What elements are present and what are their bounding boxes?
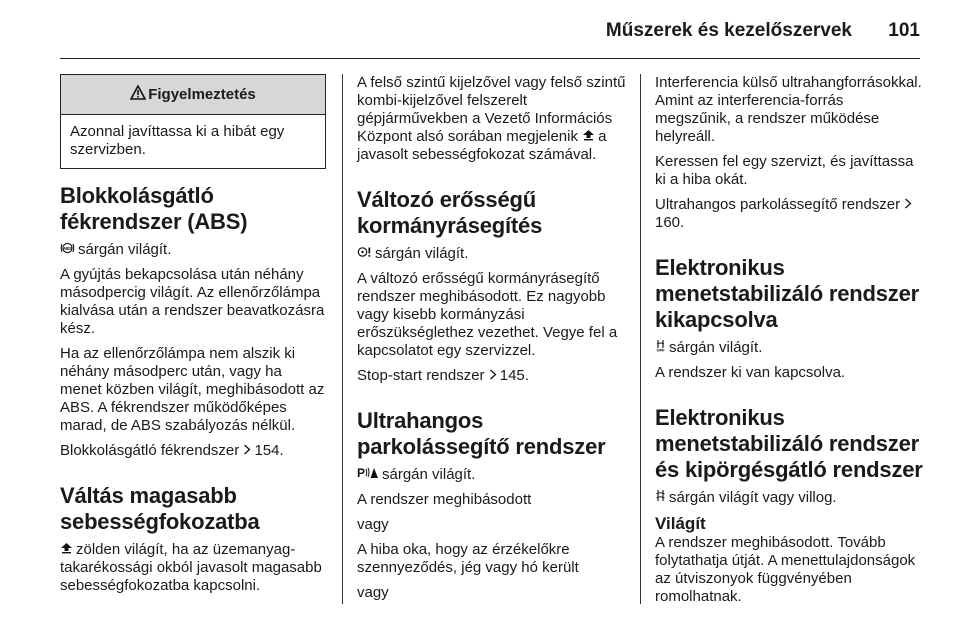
warning-header — [61, 75, 325, 115]
steering-paragraph: A változó erősségű kormányrásegítő rendszer meghibásodott. Ez nagyobb vagy kisebb kormányzási erőszükséglethez vezethet. Vegye fel a kapcsolatot egy szervizzel. — [357, 270, 618, 359]
parking-line: A hiba oka, hogy az érzékelőkre szennyeződés, jég vagy hó került — [357, 541, 579, 576]
parking-line: vagy — [357, 516, 389, 533]
steering-assist-icon — [357, 245, 372, 263]
esc-tc-heading: Elektronikus menetstabilizáló rendszer és kipörgésgátló rendszer — [655, 405, 923, 482]
abs-icon — [60, 241, 75, 259]
steering-reference-page: 145. — [499, 367, 529, 384]
warning-box — [60, 74, 326, 169]
parking-paragraph: Keressen fel egy szervizt, és javíttassa ki a hiba okát. — [655, 153, 914, 188]
page-reference-arrow-icon — [243, 442, 251, 460]
steering-heading: Változó erősségű kormányrásegítés — [357, 187, 543, 238]
parking-assist-icon — [357, 466, 379, 484]
abs-paragraph: A gyújtás bekapcsolása után néhány másodpercig világít. Az ellenőrzőlámpa kialvása után a rendszer beavatkozásra kész. — [60, 266, 325, 337]
upshift-arrow-icon — [60, 541, 73, 559]
page-title: Műszerek és kezelőszervek — [605, 20, 852, 41]
warning-text: Azonnal javíttassa ki a hibát egy szervizben. — [70, 123, 285, 158]
column-2 — [357, 74, 627, 609]
esc-tc-subheading: Világít — [655, 514, 706, 533]
column-divider — [640, 74, 641, 604]
esc-off-heading: Elektronikus menetstabilizáló rendszer kikapcsolva — [655, 255, 919, 332]
esc-off-paragraph: A rendszer ki van kapcsolva. — [655, 364, 846, 381]
svg-text:OFF: OFF — [656, 347, 665, 352]
shift-paragraph: a javasolt sebességfokozat számával. — [357, 128, 607, 163]
column-divider — [342, 74, 343, 604]
shift-indicator-text: zölden világít, ha az üzemanyag-takarékossági okból javasolt magasabb sebességfokozatba kapcsolni. — [60, 541, 322, 594]
header-rule — [60, 58, 920, 59]
page-number: 101 — [888, 20, 920, 41]
steering-reference: Stop-start rendszer — [357, 367, 485, 384]
shift-heading: Váltás magasabb sebességfokozatba — [60, 483, 260, 534]
esc-off-indicator-text: sárgán világít. — [669, 339, 763, 356]
abs-reference-page: 154. — [254, 442, 284, 459]
abs-heading: Blokkolásgátló fékrendszer (ABS) — [60, 183, 248, 234]
steering-indicator-text: sárgán világít. — [375, 245, 469, 262]
parking-line: vagy — [357, 584, 389, 601]
svg-text:P: P — [357, 466, 366, 479]
abs-reference: Blokkolásgátló fékrendszer — [60, 442, 240, 459]
page-header — [60, 0, 920, 62]
esc-off-icon — [655, 339, 666, 357]
parking-line: A rendszer meghibásodott — [357, 491, 532, 508]
svg-text:ABS: ABS — [63, 245, 72, 251]
parking-reference-page: 160. — [655, 214, 685, 231]
warning-title: Figyelmeztetés — [148, 85, 256, 103]
column-3 — [655, 74, 923, 606]
upshift-arrow-icon — [582, 128, 595, 146]
parking-paragraph: Interferencia külső ultrahangforrásokkal. Amint az interferencia-forrás megszűnik, a rendszer működése helyreáll. — [655, 74, 922, 145]
warning-triangle-icon — [130, 85, 146, 105]
column-1 — [60, 74, 326, 602]
parking-heading: Ultrahangos parkolássegítő rendszer — [357, 408, 606, 459]
parking-reference: Ultrahangos parkolássegítő rendszer — [655, 196, 901, 213]
abs-indicator-text: sárgán világít. — [78, 241, 172, 258]
page-reference-arrow-icon — [904, 196, 912, 214]
abs-paragraph: Ha az ellenőrzőlámpa nem alszik ki néhány másodperc után, vagy ha menet közben világít, meghibásodott az ABS. A fékrendszer működőképes marad, de ABS szabályozás nélkül. — [60, 345, 325, 434]
esc-icon — [655, 489, 666, 507]
parking-indicator-text: sárgán világít. — [382, 466, 476, 483]
page-reference-arrow-icon — [489, 367, 497, 385]
esc-tc-paragraph: A rendszer meghibásodott. Tovább folytathatja útját. A menettulajdonságok az útviszonyok függvényében romolhatnak. — [655, 534, 916, 605]
shift-paragraph: A felső szintű kijelzővel vagy felső szintű kombi-kijelzővel felszerelt gépjárművekben a Vezető Információs Központ alsó sorában megjelenik — [357, 74, 626, 145]
esc-tc-indicator-text: sárgán világít vagy villog. — [669, 489, 837, 506]
